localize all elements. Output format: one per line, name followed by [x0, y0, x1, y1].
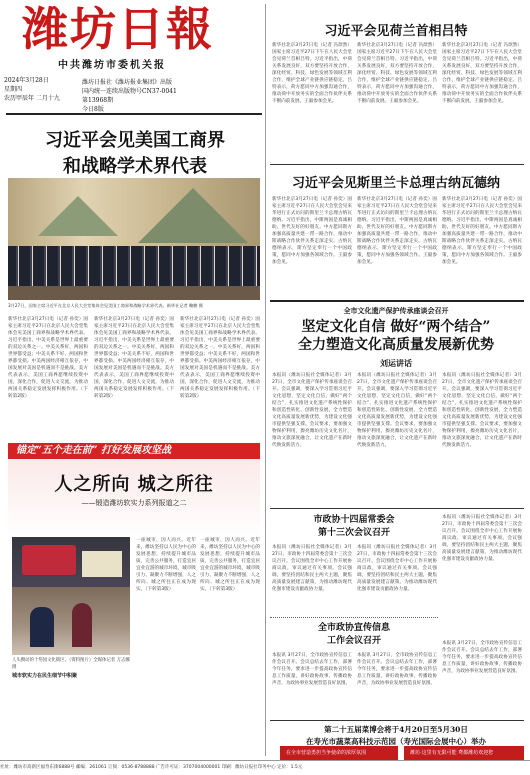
lead-body-col3: 新华社北京3月27日电（记者 孙奕）国家主席习近平27日在北京人民大会堂集体会见美国工商界和战略学术界代表。习近平指出，中美关系是世界上最重要的双边关系之一。中美关系好，两国和世界都受益；中美关系不好，两国和世界都受损。中美两国经济相互依存，中国发展对美国是机遇而不是挑战。美方代表表示，美国工商界愿继续投资中国，深化合作，促进人文交流，为推动两国关系稳定发展发挥积极作用。（下转第2版）: [180, 317, 260, 399]
culture-headline: [270, 318, 522, 354]
lead-photo: [8, 178, 260, 300]
divider-3: [270, 508, 524, 509]
srilanka-body-col3: 新华社北京3月27日电（记者 孙奕）国家主席习近平27日在人民大会堂会见来华进行正式访问的斯里兰卡总理古纳瓦德纳。习近平指出，中斯两国是真诚相助、世代友好的好朋友。中方愿同斯方加强高质量共建一带一路合作，推动中斯战略合作伙伴关系走深走实。古纳瓦德纳表示，斯方坚定奉行一个中国政策，愿同中方加强各领域合作。王毅参加会见。: [442, 197, 522, 265]
date: 2024年3月28日: [4, 77, 49, 84]
ad-right: 潍坊·这里有无限可能 鸢都潍坊欢迎您: [404, 746, 524, 760]
cppcc-body2-col1: 本报讯 3月27日，全市政协宣传信息工作会议召开。会议总结去年工作，部署今年任务，要求进一步提高政协宣传信息工作质量，讲好政协故事，传播政协声音，为政协事业发展营造良好氛围。: [272, 653, 352, 686]
srilanka-body-col2: 新华社北京3月27日电（记者 孙奕）国家主席习近平27日在人民大会堂会见来华进行正式访问的斯里兰卡总理古纳瓦德纳。习近平指出，中斯两国是真诚相助、世代友好的好朋友。中方愿同斯方加强高质量共建一带一路合作，推动中斯战略合作伙伴关系走深走实。古纳瓦德纳表示，斯方坚定奉行一个中国政策，愿同中方加强各领域合作。王毅参加会见。: [357, 197, 437, 265]
lead-body-col1: 新华社北京3月27日电（记者 孙奕）国家主席习近平27日在北京人民大会堂集体会见美国工商界和战略学术界代表。习近平指出，中美关系是世界上最重要的双边关系之一。中美关系好，两国和世界都受益；中美关系不好，两国和世界都受损。中美两国经济相互依存，中国发展对美国是机遇而不是挑战。美方代表表示，美国工商界愿继续投资中国，深化合作，促进人文交流，为推动两国关系稳定发展发挥积极作用。（下转第2版）: [8, 317, 88, 399]
weekday: 星期四: [4, 86, 23, 93]
expo-notice: [270, 724, 522, 748]
cppcc-h2-line2: 工作会议召开: [326, 636, 381, 646]
publisher: 潍坊日报社《潍坊报业集团》出版: [82, 79, 173, 86]
column-divider: [265, 4, 266, 756]
masthead-rule: [6, 113, 262, 115]
feature-caption-text: 人头攒动的十笏园文化街区。（资料图片）全媒体记者 万志娜 摄: [12, 658, 130, 670]
feature-photo: [12, 537, 130, 655]
lead-headline-line1: 习近平会见美国工商界: [45, 130, 225, 151]
culture-body-col3: 本报讯（潍坊日报社全媒体记者）3月27日，全市文化遗产保护传承座谈会召开。会议强调，要深入学习贯彻习近平文化思想，坚定文化自信，做好“两个结合”，扎实推进文化遗产系统性保护和创造性转化、创新性发展，全力塑造文化高质量发展新优势，为建设文化强市提供坚强支撑。会议要求，要加强文物保护利用，擦亮潍坊历史文化名片，推动文旅深度融合，让文化遗产在新时代焕发新活力。: [442, 373, 522, 448]
feature-body-col1: 一座城市，因人而兴。近年来，潍坊坚持以人民为中心的发展思想，持续提升城市品质，完善公共服务，打造宜居宜业宜游的城市环境，城市吸引力、凝聚力不断增强，人之所向、城之所往正在成为现实。（下转第3版）: [136, 538, 196, 592]
culture-headline-line1: 坚定文化自信 做好“两个结合”: [301, 319, 491, 335]
cppcc-h2-line1: 全市政协宣传信息: [317, 623, 390, 633]
footer: 社址：潍坊市高新区福寿东街6888号 邮编：261061 订阅：0536-8788888 广告许可证：3707004000001 印刷：潍坊日报社印务中心 定价：1.5元: [0, 760, 530, 775]
divider-2: [270, 300, 524, 302]
divider-1: [270, 164, 524, 165]
cppcc-body2-col2: 本报讯 3月27日，全市政协宣传信息工作会议召开。会议总结去年工作，部署今年任务，要求进一步提高政协宣传信息工作质量，讲好政协故事，传播政协声音，为政协事业发展营造良好氛围。: [357, 653, 437, 686]
masthead-subtitle: 中共潍坊市委机关报: [58, 60, 166, 71]
cppcc-h1-line1: 市政协十四届常委会: [313, 515, 395, 525]
culture-body-col2: 本报讯（潍坊日报社全媒体记者）3月27日，全市文化遗产保护传承座谈会召开。会议强调，要深入学习贯彻习近平文化思想，坚定文化自信，做好“两个结合”，扎实推进文化遗产系统性保护和创造性转化、创新性发展，全力塑造文化高质量发展新优势，为建设文化强市提供坚强支撑。会议要求，要加强文物保护利用，擦亮潍坊历史文化名片，推动文旅深度融合，让文化遗产在新时代焕发新活力。: [357, 373, 437, 448]
culture-body-col1: 本报讯（潍坊日报社全媒体记者）3月27日，全市文化遗产保护传承座谈会召开。会议强调，要深入学习贯彻习近平文化思想，坚定文化自信，做好“两个结合”，扎实推进文化遗产系统性保护和创造性转化、创新性发展，全力塑造文化高质量发展新优势，为建设文化强市提供坚强支撑。会议要求，要加强文物保护利用，擦亮潍坊历史文化名片，推动文旅深度融合，让文化遗产在新时代焕发新活力。: [272, 373, 352, 448]
feature-body-col2: 一座城市，因人而兴。近年来，潍坊坚持以人民为中心的发展思想，持续提升城市品质，完善公共服务，打造宜居宜业宜游的城市环境，城市吸引力、凝聚力不断增强，人之所向、城之所往正在成为现实。（下转第3版）: [200, 538, 260, 592]
headline-netherlands: 习近平会见荷兰首相吕特: [324, 24, 468, 39]
ad-left: 在全市营造勇担当争使命的浓厚氛围: [280, 746, 398, 760]
culture-headline-line2: 全力塑造文化高质量发展新优势: [298, 337, 494, 353]
lead-body-col2: 新华社北京3月27日电（记者 孙奕）国家主席习近平27日在北京人民大会堂集体会见美国工商界和战略学术界代表。习近平指出，中美关系是世界上最重要的双边关系之一。中美关系好，两国和世界都受益；中美关系不好，两国和世界都受损。中美两国经济相互依存，中国发展对美国是机遇而不是挑战。美方代表表示，美国工商界愿继续投资中国，深化合作，促进人文交流，为推动两国关系稳定发展发挥积极作用。（下转第2版）: [94, 317, 174, 399]
netherlands-body-col2: 新华社北京3月27日电（记者 冯歆然）国家主席习近平27日下午在人民大会堂会见荷兰首相吕特。习近平指出，中荷关系发展良好，双方要坚持开放合作，深化经贸、科技、绿色发展等领域互利合作，维护全球产业链供应链稳定。吕特表示，荷方愿同中方加强沟通合作，推动荷中开放务实的全面合作伙伴关系不断向前发展。王毅参加会见。: [357, 43, 437, 104]
cppcc-headline-1: [270, 514, 438, 540]
feature-subtitle: ——锻造潍坊软实力系列报道之二: [81, 499, 187, 507]
lead-headline-line2: 和战略学术界代表: [63, 156, 207, 177]
lead-headline: [10, 128, 260, 180]
srilanka-body-col1: 新华社北京3月27日电（记者 孙奕）国家主席习近平27日在人民大会堂会见来华进行正式访问的斯里兰卡总理古纳瓦德纳。习近平指出，中斯两国是真诚相助、世代友好的好朋友。中方愿同斯方加强高质量共建一带一路合作，推动中斯战略合作伙伴关系走深走实。古纳瓦德纳表示，斯方坚定奉行一个中国政策，愿同中方加强各领域合作。王毅参加会见。: [272, 197, 352, 265]
page-count: 今日8版: [82, 106, 104, 113]
date-block: [4, 76, 76, 103]
masthead-title: 潍坊日報: [22, 2, 214, 56]
netherlands-body-col3: 新华社北京3月27日电（记者 冯歆然）国家主席习近平27日下午在人民大会堂会见荷兰首相吕特。习近平指出，中荷关系发展良好，双方要坚持开放合作，深化经贸、科技、绿色发展等领域互利合作，维护全球产业链供应链稳定。吕特表示，荷方愿同中方加强沟通合作，推动荷中开放务实的全面合作伙伴关系不断向前发展。王毅参加会见。: [442, 43, 522, 104]
publication-meta: [82, 78, 202, 114]
lunar-date: 农历甲辰年 二月十九: [4, 95, 60, 102]
expo-line2: 在寿光市蔬菜高科技示范园（寿光国际会展中心）举办: [306, 737, 486, 746]
feature-section-head: 城市软实力在民生细节中积聚: [12, 673, 78, 679]
cppcc-headline-2: [270, 622, 438, 648]
divider-5: [270, 720, 524, 721]
expo-line1: 第二十五届菜博会将于4月20日至5月30日: [324, 725, 468, 734]
culture-byline: 刘运讲话: [380, 358, 412, 368]
feature-banner: 锚定“五个走在前” 打好发展攻坚战: [8, 443, 260, 459]
cppcc-body1-col3: 本报讯（潍坊日报社全媒体记者）3月27日，市政协十四届常委会第十三次会议召开。会议围绕全市中心工作开展协商议政，审议通过有关事项。会议强调，要坚持团结和民主两大主题，聚焦高质量发展建言献策，为推动潍坊现代化强市建设贡献政协力量。: [442, 515, 522, 562]
feature-photo-caption: [12, 658, 130, 680]
cppcc-body1-col1: 本报讯（潍坊日报社全媒体记者）3月27日，市政协十四届常委会第十三次会议召开。会议围绕全市中心工作开展协商议政，审议通过有关事项。会议强调，要坚持团结和民主两大主题，聚焦高质量发展建言献策，为推动潍坊现代化强市建设贡献政协力量。: [272, 545, 352, 592]
lead-photo-caption: 3月27日，国家主席习近平在北京人民大会堂集体会见美国工商界和战略学术界代表。新华社记者 鞠鹏 摄: [8, 303, 203, 308]
cppcc-body1-col2: 本报讯（潍坊日报社全媒体记者）3月27日，市政协十四届常委会第十三次会议召开。会议围绕全市中心工作开展协商议政，审议通过有关事项。会议强调，要坚持团结和民主两大主题，聚焦高质量发展建言献策，为推动潍坊现代化强市建设贡献政协力量。: [357, 545, 437, 592]
feature-title: 人之所向 城之所往: [54, 474, 214, 495]
issue-number: 第13968期: [82, 97, 114, 104]
divider-4: [270, 617, 438, 618]
cppcc-h1-line2: 第十三次会议召开: [317, 528, 390, 538]
cppcc-body2-col3: 本报讯 3月27日，全市政协宣传信息工作会议召开。会议总结去年工作，部署今年任务，要求进一步提高政协宣传信息工作质量，讲好政协故事，传播政协声音，为政协事业发展营造良好氛围。: [442, 641, 522, 674]
serial-number: 国内统一连续出版物号CN37-0041: [82, 88, 177, 95]
headline-sri-lanka: 习近平会见斯里兰卡总理古纳瓦德纳: [291, 176, 500, 191]
netherlands-body-col1: 新华社北京3月27日电（记者 冯歆然）国家主席习近平27日下午在人民大会堂会见荷兰首相吕特。习近平指出，中荷关系发展良好，双方要坚持开放合作，深化经贸、科技、绿色发展等领域互利合作，维护全球产业链供应链稳定。吕特表示，荷方愿同中方加强沟通合作，推动荷中开放务实的全面合作伙伴关系不断向前发展。王毅参加会见。: [272, 43, 352, 104]
culture-kicker: 全市文化遗产保护传承座谈会召开: [343, 306, 449, 315]
